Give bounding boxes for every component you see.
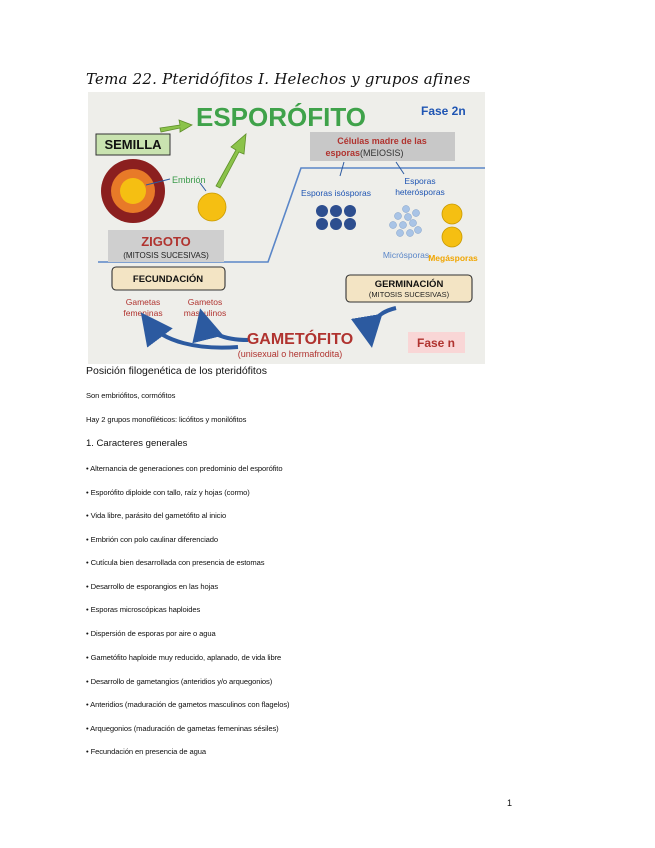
bullet-item: • Fecundación en presencia de agua xyxy=(86,747,207,756)
arrow-germinacion-to-gametofito xyxy=(370,308,396,336)
embryo-circle xyxy=(198,193,226,221)
seed-embryo xyxy=(120,178,146,204)
arrow-to-gametas-fem xyxy=(148,322,238,348)
document-title: Tema 22. Pteridófitos I. Helechos y grupos afines xyxy=(86,70,471,88)
gametas-fem-line1: Gametas xyxy=(125,297,161,307)
microsporas-label: Micrósporas xyxy=(382,250,430,260)
bullet-item: • Gametófito haploide muy reducido, aplanado, de vida libre xyxy=(86,653,282,662)
gametofito-sub-label: (unisexual o hermafrodita) xyxy=(237,349,343,359)
bullet-item: • Anteridios (maduración de gametos masculinos con flagelos) xyxy=(86,700,290,709)
bullet-item: • Esporófito diploide con tallo, raíz y hojas (cormo) xyxy=(86,488,250,497)
heading-caracteres: 1. Caracteres generales xyxy=(86,438,188,449)
isospore-dots xyxy=(316,205,356,230)
bullet-item: • Embrión con polo caulinar diferenciado xyxy=(86,535,219,544)
fecundacion-label: FECUNDACIÓN xyxy=(132,274,204,285)
gametos-masc-line1: Gametos xyxy=(187,297,223,307)
text-grupos: Hay 2 grupos monofiléticos: licófitos y monilófitos xyxy=(86,415,247,424)
arrow-embryo-up xyxy=(216,134,246,188)
bullet-item: • Desarrollo de gametangios (anteridios y/o arquegonios) xyxy=(86,677,273,686)
germinacion-label: GERMINACIÓN xyxy=(374,279,444,290)
arrow-to-gametos-masc xyxy=(203,320,248,340)
page-number: 1 xyxy=(507,798,513,808)
semilla-label: SEMILLA xyxy=(104,137,162,152)
gametos-masc-line2: masculinos xyxy=(183,308,227,318)
bullet-item: • Cutícula bien desarrollada con presencia de estomas xyxy=(86,558,265,567)
megasporas-label: Megásporas xyxy=(428,253,478,263)
embrion-label: Embrión xyxy=(172,175,206,185)
microspore-dots xyxy=(390,206,422,237)
esporas-isosporas-label: Esporas isósporas xyxy=(301,188,371,198)
esporas-het-line1: Esporas xyxy=(404,176,436,186)
esporas-het-line2: heterósporas xyxy=(395,187,445,197)
esporofito-label: ESPORÓFITO xyxy=(196,102,366,132)
bullet-item: • Desarrollo de esporangios en las hojas xyxy=(86,582,219,591)
text-embriofitos: Son embriófitos, cormófitos xyxy=(86,391,176,400)
zigoto-label: ZIGOTO xyxy=(141,234,191,249)
celulas-madre-line1: Células madre de las xyxy=(337,136,427,146)
arrow-to-esporofito xyxy=(160,120,192,132)
germinacion-mitosis-label: (MITOSIS SUCESIVAS) xyxy=(368,290,450,299)
fase-2n-label: Fase 2n xyxy=(421,104,466,118)
celulas-esporas-word: esporas xyxy=(325,148,360,158)
life-cycle-diagram xyxy=(88,92,485,364)
gametas-fem-line2: femeninas xyxy=(123,308,163,318)
gametofito-label: GAMETÓFITO xyxy=(246,331,354,348)
heading-posicion: Posición filogenética de los pteridófitos xyxy=(86,365,267,377)
bullet-item: • Vida libre, parásito del gametófito al inicio xyxy=(86,511,227,520)
bullet-item: • Esporas microscópicas haploides xyxy=(86,605,201,614)
pointer-isosporas xyxy=(340,162,344,176)
megaspore-top xyxy=(442,204,462,224)
bullet-item: • Dispersión de esporas por aire o agua xyxy=(86,629,216,638)
megaspore-bottom xyxy=(442,227,462,247)
celulas-meiosis-word: (MEIOSIS) xyxy=(360,148,404,158)
life-cycle-svg xyxy=(88,92,485,364)
bullet-item: • Alternancia de generaciones con predominio del esporófito xyxy=(86,464,283,473)
bullet-item: • Arquegonios (maduración de gametas femeninas sésiles) xyxy=(86,724,279,733)
zigoto-mitosis-label: (MITOSIS SUCESIVAS) xyxy=(123,251,209,260)
fase-n-label: Fase n xyxy=(416,336,456,350)
